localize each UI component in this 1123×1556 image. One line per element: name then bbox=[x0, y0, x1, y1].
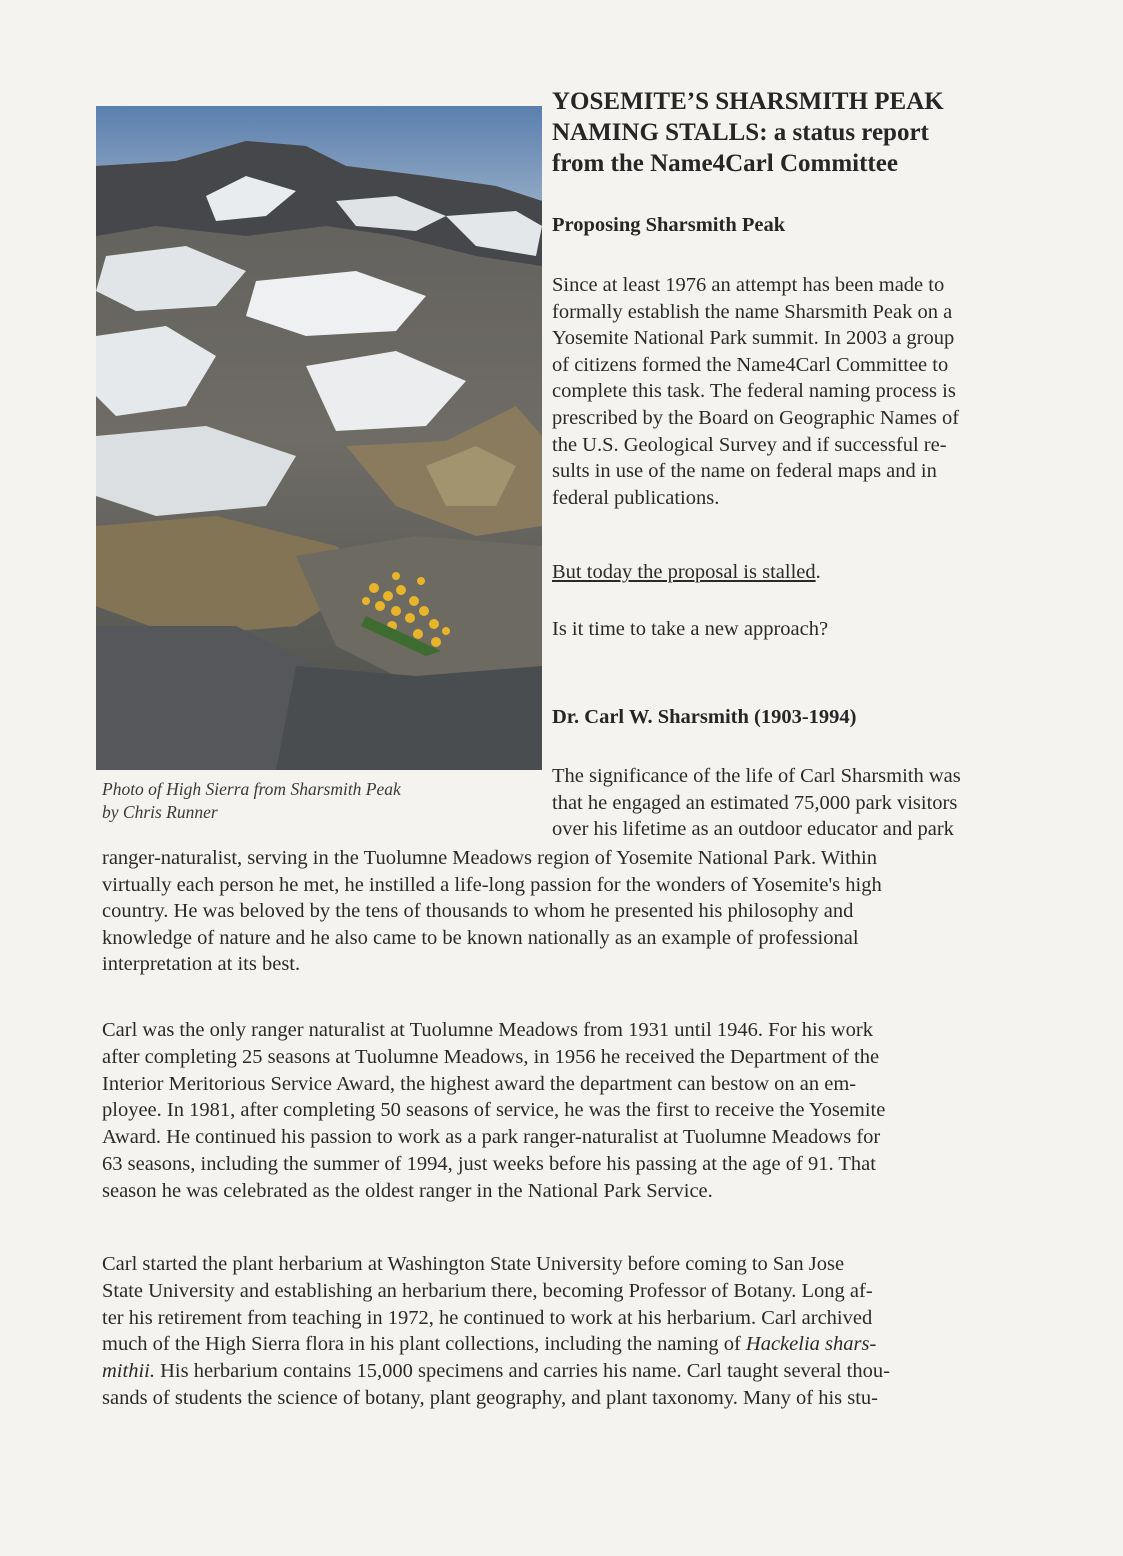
text-line: sands of students the science of botany, plant geography, and plant taxonomy. Many of his stu- bbox=[102, 1386, 878, 1409]
text-line: prescribed by the Board on Geographic Names of bbox=[552, 406, 960, 429]
paragraph-career bbox=[102, 1017, 885, 1205]
text-line: that he engaged an estimated 75,000 park visitors bbox=[552, 791, 958, 814]
stalled-statement bbox=[552, 561, 821, 584]
photo-caption bbox=[102, 778, 532, 824]
paragraph-herbarium bbox=[102, 1251, 890, 1412]
text-line: interpretation at its best. bbox=[102, 953, 301, 976]
paragraph-proposal bbox=[552, 272, 1092, 511]
text-line: knowledge of nature and he also came to be known nationally as an example of professional bbox=[102, 926, 859, 949]
stalled-period: . bbox=[815, 561, 821, 583]
mountain-photo bbox=[96, 106, 542, 770]
species-name: Hackelia shars- bbox=[745, 1333, 877, 1356]
text-line: 63 seasons, including the summer of 1994, just weeks before his passing at the age of 91. That bbox=[102, 1152, 876, 1175]
text-line: after completing 25 seasons at Tuolumne Meadows, in 1956 he received the Department of the bbox=[102, 1045, 880, 1068]
text-line: of citizens formed the Name4Carl Committee to bbox=[552, 353, 949, 376]
text-line: ter his retirement from teaching in 1972, he continued to work at his herbarium. Carl archived bbox=[102, 1306, 873, 1329]
text-line: Award. He continued his passion to work as a park ranger-naturalist at Tuolumne Meadows for bbox=[102, 1126, 881, 1149]
text-line: sults in use of the name on federal maps and in bbox=[552, 460, 937, 483]
title-line: NAMING STALLS: a status report bbox=[552, 119, 929, 146]
section-heading-carl: Dr. Carl W. Sharsmith (1903-1994) bbox=[552, 706, 857, 728]
title-line: YOSEMITE’S SHARSMITH PEAK bbox=[552, 88, 944, 115]
caption-line: by Chris Runner bbox=[102, 802, 218, 822]
species-name: mithii. bbox=[102, 1360, 155, 1383]
text-line: ployee. In 1981, after completing 50 seasons of service, he was the first to receive the Yosemite bbox=[102, 1099, 886, 1122]
text-line: Interior Meritorious Service Award, the highest award the department can bestow on an em- bbox=[102, 1072, 857, 1095]
paragraph-significance-top bbox=[552, 763, 961, 843]
text-span: much of the High Sierra flora in his plant collections, including the naming of bbox=[102, 1333, 746, 1356]
article-title bbox=[552, 86, 1072, 179]
text-line: Since at least 1976 an attempt has been made to bbox=[552, 274, 945, 296]
stalled-underlined-text: But today the proposal is stalled bbox=[552, 561, 816, 583]
text-line: Yosemite National Park summit. In 2003 a group bbox=[552, 327, 955, 350]
text-line: formally establish the name Sharsmith Peak on a bbox=[552, 300, 953, 323]
text-span: His herbarium contains 15,000 specimens and carries his name. Carl taught several thou- bbox=[154, 1360, 890, 1383]
text-line: country. He was beloved by the tens of thousands to whom he presented his philosophy and bbox=[102, 900, 854, 923]
text-line: The significance of the life of Carl Sharsmith was bbox=[552, 765, 961, 787]
caption-line: Photo of High Sierra from Sharsmith Peak bbox=[102, 779, 401, 799]
text-line bbox=[102, 1331, 890, 1358]
text-line: Carl started the plant herbarium at Washington State University before coming to San Jose bbox=[102, 1253, 845, 1275]
text-line: federal publications. bbox=[552, 486, 720, 509]
text-line: virtually each person he met, he instilled a life-long passion for the wonders of Yosemite's high bbox=[102, 873, 882, 896]
text-line: the U.S. Geological Survey and if successful re- bbox=[552, 433, 947, 456]
text-line: season he was celebrated as the oldest ranger in the National Park Service. bbox=[102, 1179, 713, 1202]
text-line: State University and establishing an herbarium there, becoming Professor of Botany. Long af- bbox=[102, 1279, 873, 1302]
title-line: from the Name4Carl Committee bbox=[552, 150, 898, 177]
text-line bbox=[102, 1358, 890, 1385]
text-line: complete this task. The federal naming process is bbox=[552, 380, 956, 403]
section-heading-proposing: Proposing Sharsmith Peak bbox=[552, 214, 786, 236]
paragraph-significance bbox=[102, 845, 882, 978]
text-line: Carl was the only ranger naturalist at Tuolumne Meadows from 1931 until 1946. For his work bbox=[102, 1019, 873, 1041]
text-line: ranger-naturalist, serving in the Tuolumne Meadows region of Yosemite National Park. Within bbox=[102, 847, 878, 869]
text-line: over his lifetime as an outdoor educator and park bbox=[552, 818, 954, 841]
question-text: Is it time to take a new approach? bbox=[552, 618, 829, 640]
